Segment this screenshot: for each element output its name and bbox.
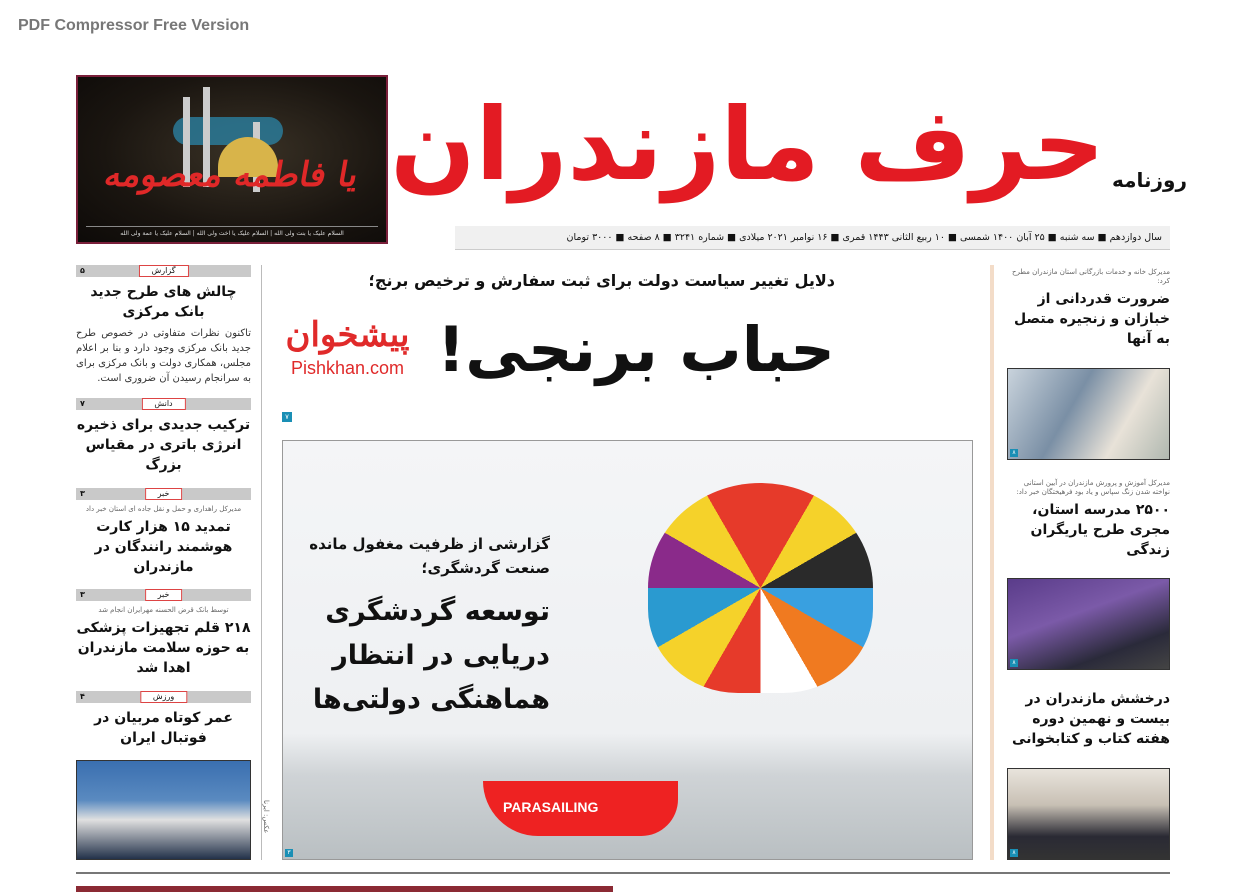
main-kicker: دلایل تغییر سیاست دولت برای ثبت سفارش و ترخیص برنج؛ (368, 271, 835, 290)
page-number: ۷ (80, 399, 85, 409)
section-bar (76, 398, 251, 410)
story-title: ترکیب جدیدی برای ذخیره انرژی باتری در مقیاس بزرگ (76, 417, 251, 474)
story-title: درخشش مازندران در بیست و نهمین دوره هفته کتاب و کتابخوانی (1012, 691, 1170, 748)
left-story-1[interactable] (76, 265, 251, 386)
banner-image (76, 75, 388, 244)
story-title: ۲۱۸ قلم تجهیزات پزشکی به حوزه سلامت مازندران اهدا شد (76, 620, 251, 677)
feature-text (290, 532, 550, 722)
page-number: ۵ (80, 266, 85, 275)
masthead-title: حرف مازندران (390, 86, 1105, 203)
feature-kicker: گزارشی از ظرفیت مغفول مانده صنعت گردشگری؛ (309, 535, 550, 577)
section-bar (76, 265, 251, 277)
date-bar: سال دوازدهم ■ سه شنبه ■ ۲۵ آبان ۱۴۰۰ شمسی ■ ۱۰ ربیع الثانی ۱۴۴۳ قمری ■ ۱۶ نوامبر ۲۰۲۱ میلادی ■ شماره ۳۲۴۱ ■ ۸ صفحه ■ ۳۰۰۰ تومان (455, 226, 1170, 250)
page-number: ۸ (1010, 449, 1018, 457)
section-tag: دانش (141, 398, 185, 410)
story-kicker: مدیرکل آموزش و پرورش مازندران در آیین استانی نواخته شدن زنگ سپاس و یاد بود فرهیختگان خبر داد: (1016, 478, 1170, 496)
pishkhan-stamp (285, 312, 410, 379)
football-photo (76, 760, 251, 860)
page-number: ۳ (80, 488, 85, 498)
column-divider (261, 265, 262, 860)
section-bar (76, 691, 251, 703)
story-title: تمدید ۱۵ هزار کارت هوشمند رانندگان در مازندران (94, 518, 233, 575)
story-body: تاکنون نظرات متفاوتی در خصوص طرح جدید بانک مرکزی وجود دارد و بنا بر اعلام مجلس، همکاری دولت و بانک مرکزی برای به سرانجام رسیدن آن ضروری است. (76, 328, 251, 384)
page-number: ۳ (285, 849, 293, 857)
stamp-fa: پیشخوان (285, 315, 410, 355)
page-number: ۷ (282, 412, 292, 422)
section-tag: خبر (145, 488, 183, 500)
page-number: ۸ (1010, 659, 1018, 667)
section-tag: خبر (145, 589, 183, 601)
right-story-1[interactable] (1005, 268, 1170, 349)
left-story-2[interactable] (76, 398, 251, 475)
masthead-prefix: روزنامه (1112, 168, 1187, 192)
book-week-photo (1007, 768, 1170, 860)
photo-credit: عکس: ایرنا (262, 800, 270, 834)
boat: PARASAILING (483, 781, 678, 836)
bakers-photo (1007, 368, 1170, 460)
story-title: عمر کوتاه مربیان در فوتبال ایران (94, 709, 233, 746)
section-tag: گزارش (138, 265, 188, 277)
section-tag: ورزش (140, 691, 187, 703)
story-title: ضرورت قدردانی از خبازان و زنجیره متصل به آنها (1014, 291, 1170, 347)
left-column (76, 265, 251, 860)
parachute (648, 483, 873, 693)
right-story-2[interactable] (1005, 479, 1170, 560)
left-story-3[interactable] (76, 488, 251, 577)
story-title: ۲۵۰۰ مدرسه استان، مجری طرح یاریگران زندگی (1030, 501, 1170, 558)
page-number: ۳ (80, 590, 85, 600)
feature-headline[interactable]: توسعه گردشگری دریایی در انتظار هماهنگی دولتی‌ها (312, 596, 550, 715)
story-kicker: مدیرکل خانه و خدمات بازرگانی استان مازندران مطرح کرد: (1012, 268, 1170, 285)
banner-strip: السلام علیک یا بنت ولی الله | السلام علیک یا اخت ولی الله | السلام علیک یا عمة ولی الله (86, 226, 378, 238)
main-headline[interactable]: حباب برنجی! (437, 313, 835, 386)
left-story-4[interactable] (76, 589, 251, 678)
page-number: ۸ (1010, 849, 1018, 857)
section-bar (76, 488, 251, 500)
footer-red-bar (76, 886, 613, 892)
banner-calligraphy: یا فاطمه معصومه (101, 155, 362, 195)
right-column (1005, 268, 1170, 860)
watermark: PDF Compressor Free Version (18, 17, 250, 34)
story-title: چالش های طرح جدید بانک مرکزی (90, 284, 237, 320)
page-number: ۴ (80, 691, 85, 701)
story-kicker: مدیرکل راهداری و حمل و نقل جاده ای استان خبر داد (85, 504, 242, 513)
stamp-en: Pishkhan.com (290, 358, 405, 378)
school-photo (1007, 578, 1170, 670)
left-story-5[interactable] (76, 691, 251, 748)
column-divider (990, 265, 994, 860)
story-kicker: توسط بانک قرض الحسنه مهرایران انجام شد (98, 606, 229, 615)
right-story-3[interactable] (1005, 689, 1170, 749)
section-bar (76, 589, 251, 601)
footer-rule (76, 872, 1170, 874)
